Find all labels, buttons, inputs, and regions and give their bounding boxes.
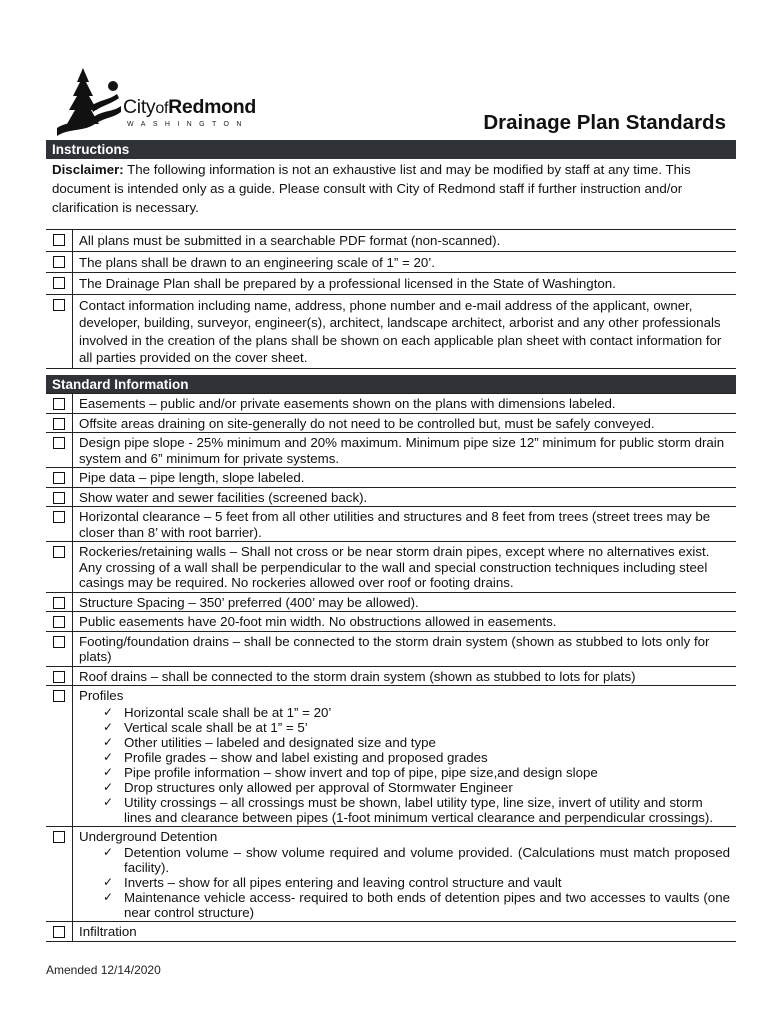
checklist-row <box>46 468 736 488</box>
disclaimer <box>52 160 736 217</box>
checklist-row <box>46 273 736 295</box>
list-item: ✓ Vertical scale shall be at 1” = 5’ <box>103 719 308 735</box>
checkbox-icon[interactable] <box>53 511 65 523</box>
checkmark-icon: ✓ <box>103 875 114 889</box>
profiles-sublist <box>79 705 730 825</box>
checkmark-icon: ✓ <box>103 779 114 794</box>
checklist-row <box>46 632 736 667</box>
checklist-item-text: The plans shall be drawn to an engineering scale of 1” = 20’. <box>79 254 435 270</box>
checkmark-icon: ✓ <box>103 890 114 904</box>
checklist-row <box>46 922 736 942</box>
checkbox-icon[interactable] <box>53 256 65 268</box>
checklist-row <box>46 593 736 613</box>
profiles-label: Profiles <box>79 688 124 703</box>
checklist-row <box>46 295 736 369</box>
checklist-row <box>46 612 736 632</box>
checkbox-icon[interactable] <box>53 671 65 683</box>
disclaimer-text: The following information is not an exhaustive list and may be modified by staff at any time. This document is intended only as a guide. Please consult with City of Redmond staff if further instruction and/or clarification is necessary. <box>52 162 691 215</box>
list-item: ✓ Other utilities – labeled and designated size and type <box>103 734 436 750</box>
checkmark-icon: ✓ <box>103 794 114 809</box>
checklist-row <box>46 252 736 274</box>
checklist-item-text: Infiltration <box>79 924 137 939</box>
checklist-item-text: Roof drains – shall be connected to the storm drain system (shown as stubbed to lots for plats) <box>79 668 636 684</box>
checkbox-icon[interactable] <box>53 299 65 311</box>
checkmark-icon: ✓ <box>103 845 114 859</box>
checklist-item-text: Easements – public and/or private easements shown on the plans with dimensions labeled. <box>79 396 616 411</box>
checkbox-icon[interactable] <box>53 690 65 702</box>
checklist-item-text: Offsite areas draining on site-generally do not need to be controlled but, must be safely conveyed. <box>79 415 655 431</box>
list-item: ✓ Detention volume – show volume required and volume provided. (Calculations must match proposed facility). <box>103 845 730 875</box>
checklist-item-text: Footing/foundation drains – shall be connected to the storm drain system (shown as stubbed to lots only for plats) <box>79 633 710 664</box>
detention-sublist <box>79 845 730 920</box>
checklist-item-text: All plans must be submitted in a searchable PDF format (non-scanned). <box>79 233 501 248</box>
checklist-row <box>46 667 736 687</box>
disclaimer-label: Disclaimer: <box>52 162 124 177</box>
checkbox-icon[interactable] <box>53 546 65 558</box>
list-item: ✓ Profile grades – show and label existing and proposed grades <box>103 749 488 765</box>
instructions-heading: Instructions <box>46 140 736 159</box>
checklist-row <box>46 394 736 414</box>
checkmark-icon: ✓ <box>103 704 114 719</box>
tree-mountain-logo-icon <box>55 66 125 138</box>
list-item: ✓ Drop structures only allowed per approval of Stormwater Engineer <box>103 779 513 795</box>
amended-date: Amended 12/14/2020 <box>46 963 161 977</box>
checkmark-icon: ✓ <box>103 719 114 734</box>
checklist-item-text: Design pipe slope - 25% minimum and 20% maximum. Minimum pipe size 12” minimum for public storm drain system and 6” minimum for private systems. <box>79 435 725 466</box>
checklist-item-text: Public easements have 20-foot min width. No obstructions allowed in easements. <box>79 614 557 629</box>
standard-checklist <box>46 393 736 942</box>
checkbox-icon[interactable] <box>53 277 65 289</box>
checklist-item-text: Horizontal clearance – 5 feet from all other utilities and structures and 8 feet from trees (street trees may be closer than 8’ with root barrier). <box>79 509 711 540</box>
checklist-row-detention <box>46 827 736 923</box>
checkmark-icon: ✓ <box>103 749 114 764</box>
instructions-checklist <box>46 229 736 369</box>
checklist-item-text: Contact information including name, address, phone number and e-mail address of the applicant, owner, developer, building, surveyor, engineer(s), architect, landscape architect, arborist and any other professionals involved in the creation of the plans shall be shown on each applicable plan sheet with contact information for all parties provided on the cover sheet. <box>79 297 722 365</box>
checklist-item-text: Show water and sewer facilities (screened back). <box>79 489 368 505</box>
checklist-row <box>46 433 736 468</box>
checkmark-icon: ✓ <box>103 734 114 749</box>
checklist-row <box>46 542 736 593</box>
list-item: ✓ Inverts – show for all pipes entering and leaving control structure and vault <box>103 875 562 890</box>
checkbox-icon[interactable] <box>53 597 65 609</box>
detention-label: Underground Detention <box>79 828 218 844</box>
checkbox-icon[interactable] <box>53 437 65 449</box>
checklist-item-text: Rockeries/retaining walls – Shall not cross or be near storm drain pipes, except where no alternatives exist. Any crossing of a wall shall be perpendicular to the wall and special construction techniques including steel casings may be required. No rockeries allowed over roof or footing drains. <box>79 544 710 590</box>
checkbox-icon[interactable] <box>53 831 65 843</box>
city-logo <box>55 66 275 142</box>
checklist-row <box>46 414 736 434</box>
checklist-row <box>46 507 736 542</box>
standard-information-heading: Standard Information <box>46 375 736 394</box>
checklist-item-text: The Drainage Plan shall be prepared by a professional licensed in the State of Washington. <box>79 276 616 291</box>
checkbox-icon[interactable] <box>53 472 65 484</box>
list-item: ✓ Pipe profile information – show invert and top of pipe, pipe size,and design slope <box>103 764 598 780</box>
page-title: Drainage Plan Standards <box>483 111 726 134</box>
checklist-row <box>46 488 736 508</box>
list-item: ✓ Maintenance vehicle access- required to both ends of detention pipes and two accesses to vaults (one near control structure) <box>103 890 730 920</box>
checkbox-icon[interactable] <box>53 636 65 648</box>
checkbox-icon[interactable] <box>53 418 65 430</box>
logo-wordmark: CityofRedmond <box>123 96 256 118</box>
logo-state: WASHINGTON <box>127 121 249 128</box>
checklist-row <box>46 230 736 252</box>
checkbox-icon[interactable] <box>53 926 65 938</box>
list-item: ✓ Utility crossings – all crossings must be shown, label utility type, line size, invert of utility and storm lines and clearance between pipes (1-foot minimum vertical clearance and perpendicular crossings). <box>103 794 714 825</box>
checkbox-icon[interactable] <box>53 492 65 504</box>
checklist-item-text: Structure Spacing – 350’ preferred (400’ may be allowed). <box>79 594 419 610</box>
checklist-item-text: Pipe data – pipe length, slope labeled. <box>79 470 305 485</box>
checkbox-icon[interactable] <box>53 234 65 246</box>
checklist-row-profiles <box>46 686 736 827</box>
list-item: ✓ Horizontal scale shall be at 1” = 20’ <box>103 704 332 720</box>
checkbox-icon[interactable] <box>53 398 65 410</box>
checkbox-icon[interactable] <box>53 616 65 628</box>
checkmark-icon: ✓ <box>103 764 114 779</box>
